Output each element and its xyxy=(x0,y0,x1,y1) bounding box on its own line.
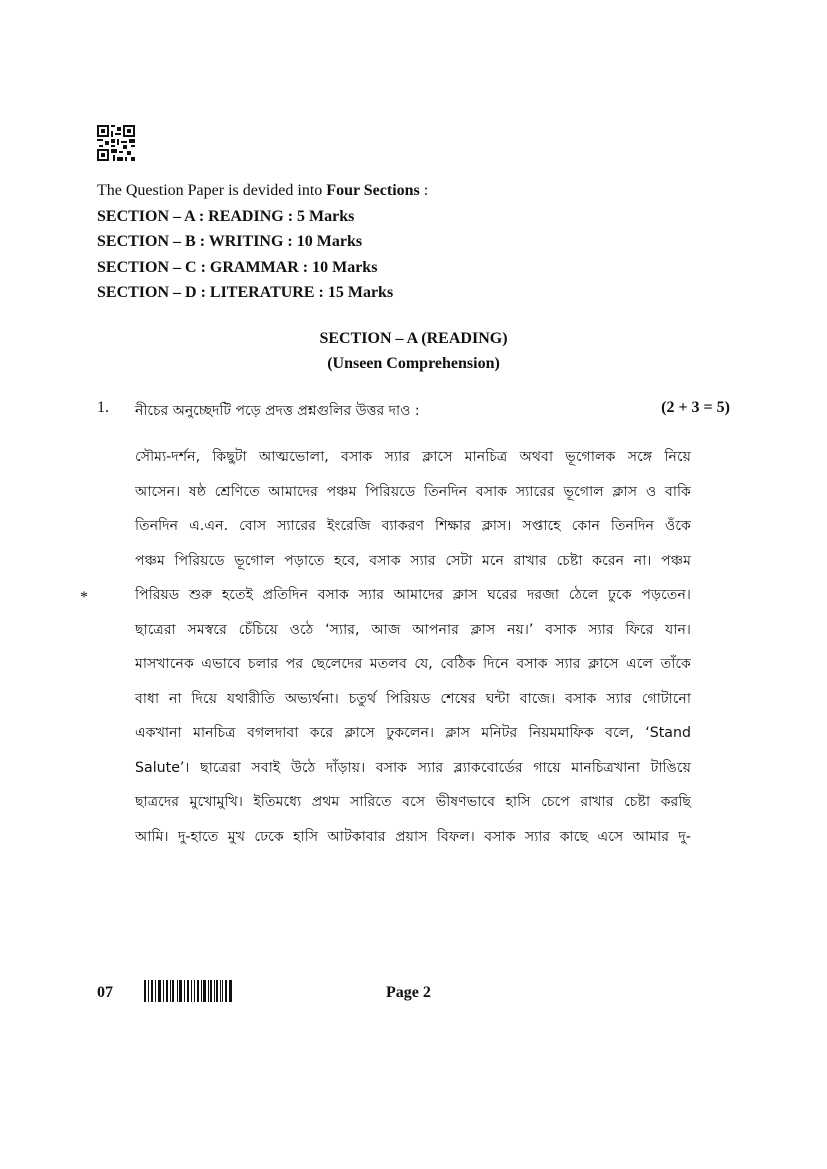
barcode-icon xyxy=(144,980,232,1002)
question-instruction: নীচের অনুচ্ছেদটি পড়ে প্রদত্ত প্রশ্নগুলির উত্তর দাও : xyxy=(135,403,420,419)
section-heading: SECTION – A (READING) xyxy=(319,330,508,347)
section-d-marks: SECTION – D : LITERATURE : 15 Marks xyxy=(97,284,394,302)
passage-line: তিনদিন এ.এন. বোস স্যারের ইংরেজি ব্যাকরণ শিক্ষার ক্লাস। সপ্তাহে কোন তিনদিন ওঁকে xyxy=(135,518,691,534)
margin-asterisk: * xyxy=(80,589,88,606)
question-marks: (2 + 3 = 5) xyxy=(661,399,730,416)
section-a-marks: SECTION – A : READING : 5 Marks xyxy=(97,207,355,225)
overview-bold: Four Sections xyxy=(326,182,420,199)
paper-code: 07 xyxy=(97,984,113,1001)
passage-line: আসেন। ষষ্ঠ শ্রেণিতে আমাদের পঞ্চম পিরিয়ডে তিনদিন বসাক স্যারের ভূগোল ক্লাস ও বাকি xyxy=(135,483,691,500)
passage-line: ছাত্রদের মুখোমুখি। ইতিমধ্যে প্রথম সারিতে বসে ভীষণভাবে হাসি চেপে রাখার চেষ্টা করছি xyxy=(135,794,691,810)
section-overview xyxy=(97,178,428,306)
passage-line: মাসখানেক এভাবে চলার পর ছেলেদের মতলব যে, বেঠিক দিনে বসাক স্যার ক্লাসে এলে তাঁকে xyxy=(135,656,691,672)
passage-line: একখানা মানচিত্র বগলদাবা করে ক্লাসে ঢুকলেন। ক্লাস মনিটর নিয়মমাফিক বলে, ‘Stand xyxy=(135,725,691,741)
passage-line: ছাত্রেরা সমস্বরে চেঁচিয়ে ওঠে ‘স্যার, আজ আপনার ক্লাস নয়।’ বসাক স্যার ফিরে যান। xyxy=(135,621,691,638)
section-c-marks: SECTION – C : GRAMMAR : 10 Marks xyxy=(97,258,378,276)
passage-line: আমি। দু-হাতে মুখ ঢেকে হাসি আটকাবার প্রয়াস বিফল। বসাক স্যার কাছে এসে আমার দু- xyxy=(135,828,691,845)
overview-colon: : xyxy=(419,182,429,199)
passage-line: Salute’। ছাত্রেরা সবাই উঠে দাঁড়ায়। বসাক স্যার ব্ল্যাকবোর্ডের গায়ে মানচিত্রখানা টাঙিয়ে xyxy=(135,759,691,776)
passage-line: সৌম্য-দর্শন, কিছুটা আত্মভোলা, বসাক স্যার ক্লাসে মানচিত্র অথবা ভূগোলক সঙ্গে নিয়ে xyxy=(135,449,691,465)
page-number: Page 2 xyxy=(386,984,431,1001)
comprehension-passage xyxy=(135,440,691,854)
section-b-marks: SECTION – B : WRITING : 10 Marks xyxy=(97,233,363,251)
section-subheading: (Unseen Comprehension) xyxy=(327,355,500,372)
overview-text: The Question Paper is devided into xyxy=(97,182,323,199)
overview-line xyxy=(97,178,428,204)
passage-line: বাধা না দিয়ে যথারীতি অভ্যর্থনা। চতুর্থ পিরিয়ড শেষের ঘন্টা বাজে। বসাক স্যার গোটানো xyxy=(135,690,691,707)
passage-line: পিরিয়ড শুরু হতেই প্রতিদিন বসাক স্যার আমাদের ক্লাস ঘরের দরজা ঠেলে ঢুকে পড়তেন। xyxy=(135,587,691,603)
question-number: 1. xyxy=(97,399,109,416)
passage-line: পঞ্চম পিরিয়ডে ভূগোল পড়াতে হবে, বসাক স্যার সেটা মনে রাখার চেষ্টা করেন না। পঞ্চম xyxy=(135,552,691,569)
qr-code-icon xyxy=(97,125,135,161)
